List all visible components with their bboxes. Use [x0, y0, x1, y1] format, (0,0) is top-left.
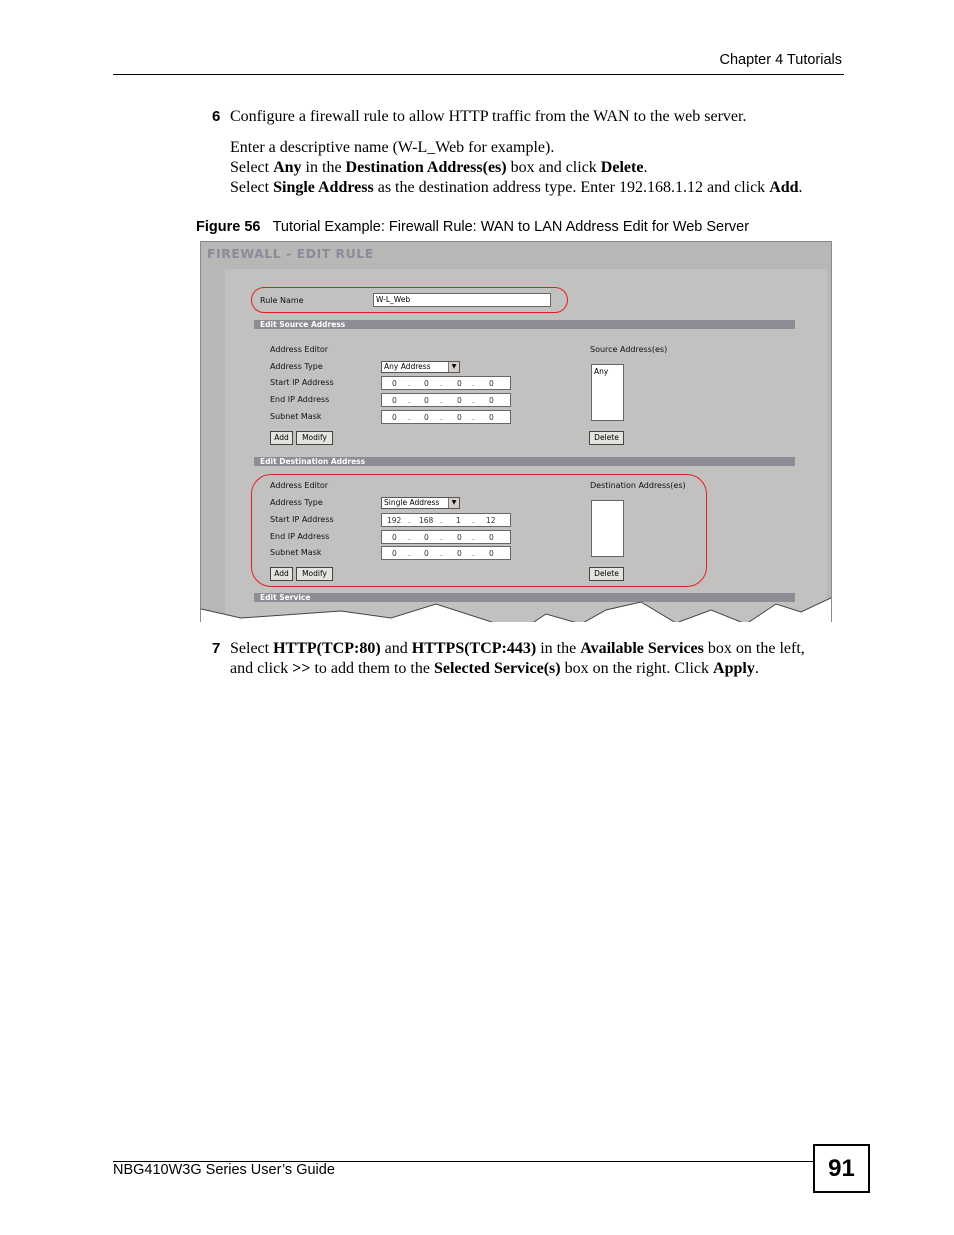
dest-subnet-mask-label: Subnet Mask	[270, 548, 322, 557]
chapter-header: Chapter 4 Tutorials	[719, 52, 842, 68]
step-7-line-1: Select HTTP(TCP:80) and HTTPS(TCP:443) in the Available Services box on the left,	[230, 640, 805, 657]
src-delete-button[interactable]: Delete	[589, 431, 624, 445]
step-6-number: 6	[212, 108, 221, 125]
service-section-bar: Edit Service	[254, 593, 795, 602]
source-section-bar: Edit Source Address	[254, 320, 795, 329]
src-end-ip-label: End IP Address	[270, 395, 330, 404]
src-address-type-label: Address Type	[270, 362, 323, 371]
src-start-ip-input[interactable]: 0 . 0 . 0 . 0	[381, 376, 511, 390]
dest-start-ip-label: Start IP Address	[270, 515, 334, 524]
dest-end-ip-label: End IP Address	[270, 532, 330, 541]
rule-name-label: Rule Name	[260, 296, 304, 305]
src-start-ip-label: Start IP Address	[270, 378, 334, 387]
dest-modify-button[interactable]: Modify	[296, 567, 333, 581]
destination-addresses-label: Destination Address(es)	[590, 481, 686, 490]
torn-edge	[201, 242, 832, 622]
figure-caption: Figure 56 Tutorial Example: Firewall Rule: WAN to LAN Address Edit for Web Server	[196, 219, 750, 235]
dest-start-ip-input[interactable]: 192 . 168 . 1 . 12	[381, 513, 511, 527]
firewall-edit-rule-screenshot	[200, 241, 832, 622]
src-modify-button[interactable]: Modify	[296, 431, 333, 445]
dest-delete-button[interactable]: Delete	[589, 567, 624, 581]
dest-address-editor-label: Address Editor	[270, 481, 329, 490]
step-7-number: 7	[212, 640, 221, 657]
dest-subnet-mask-input[interactable]: 0 . 0 . 0 . 0	[381, 546, 511, 560]
dest-end-ip-input[interactable]: 0 . 0 . 0 . 0	[381, 530, 511, 544]
src-subnet-mask-label: Subnet Mask	[270, 412, 322, 421]
destination-section-bar: Edit Destination Address	[254, 457, 795, 466]
src-end-ip-input[interactable]: 0 . 0 . 0 . 0	[381, 393, 511, 407]
header-rule	[113, 74, 844, 75]
dest-add-button[interactable]: Add	[270, 567, 293, 581]
dest-address-type-label: Address Type	[270, 498, 323, 507]
step-6-line-3: Select Single Address as the destination address type. Enter 192.168.1.12 and click Add.	[230, 179, 803, 196]
screen-title: FIREWALL - EDIT RULE	[207, 246, 374, 261]
src-add-button[interactable]: Add	[270, 431, 293, 445]
source-addresses-label: Source Address(es)	[590, 345, 668, 354]
step-6-line-1: Enter a descriptive name (W-L_Web for example).	[230, 139, 555, 156]
src-address-type-select[interactable]: Any Address ▼	[381, 361, 460, 373]
chevron-down-icon: ▼	[448, 498, 459, 508]
src-subnet-mask-input[interactable]: 0 . 0 . 0 . 0	[381, 410, 511, 424]
step-7-line-2: and click >> to add them to the Selected Service(s) box on the right. Click Apply.	[230, 660, 759, 677]
step-6-text: Configure a firewall rule to allow HTTP traffic from the WAN to the web server.	[230, 108, 747, 125]
list-item[interactable]: Any	[594, 367, 609, 376]
page-number: 91	[813, 1144, 870, 1193]
src-address-editor-label: Address Editor	[270, 345, 329, 354]
dest-address-type-select[interactable]: Single Address ▼	[381, 497, 460, 509]
chevron-down-icon: ▼	[448, 362, 459, 372]
rule-name-input[interactable]: W-L_Web	[373, 293, 551, 307]
step-6-line-2: Select Any in the Destination Address(es) box and click Delete.	[230, 159, 648, 176]
footer-guide-title: NBG410W3G Series User’s Guide	[113, 1162, 335, 1178]
